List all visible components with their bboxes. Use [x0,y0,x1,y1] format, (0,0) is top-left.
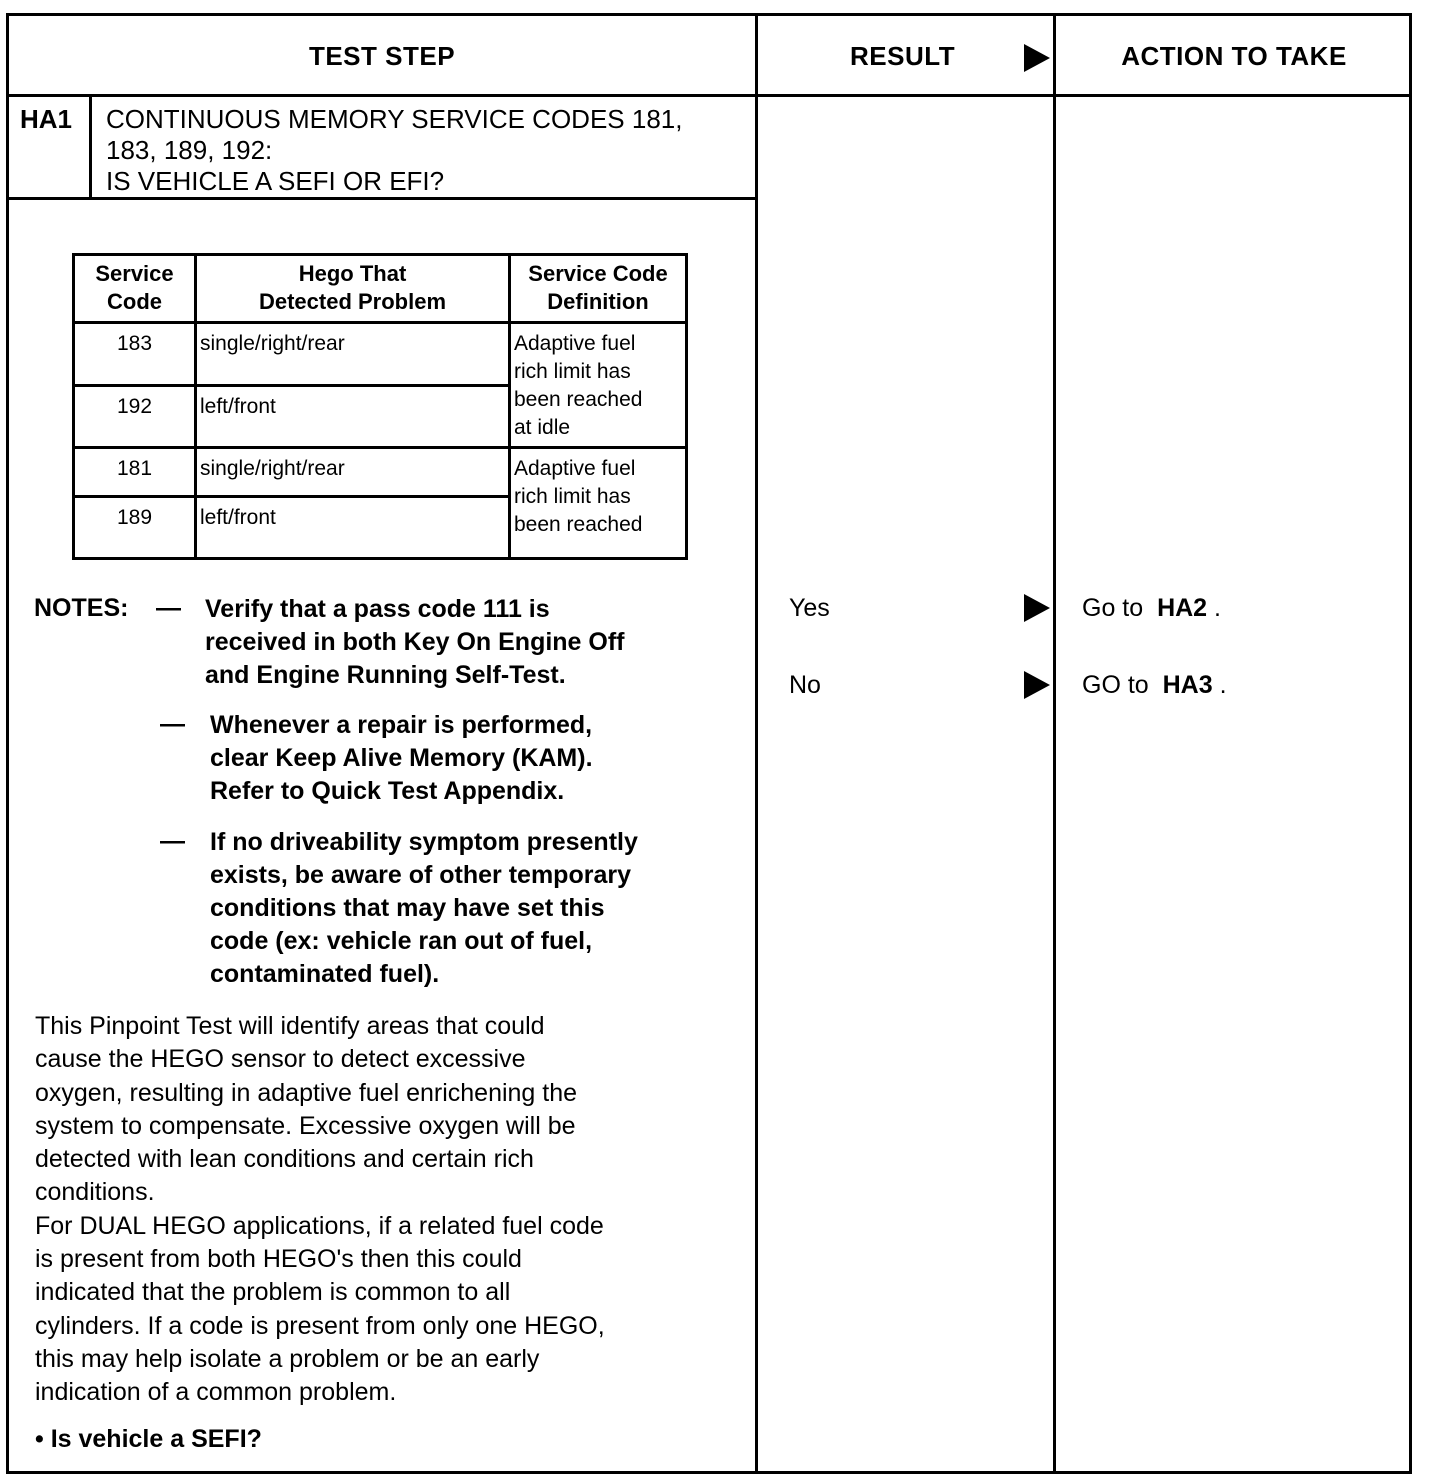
action-yes[interactable]: Go to HA2 . [1082,594,1221,622]
table-header-hego: Hego That Detected Problem [258,261,447,314]
step-title-divider [6,197,758,200]
note-item: Whenever a repair is performed, clear Keep Alive Memory (KAM). Refer to Quick Test Appendix. [210,711,593,805]
note-dash: — [160,710,185,738]
table-divider [72,384,511,387]
column-divider-action [1053,13,1056,1474]
arrow-icon [1024,671,1050,699]
arrow-icon [1024,594,1050,622]
table-cell-definition: Adaptive fuel rich limit has been reached [514,457,643,536]
table-cell-hego: left/front [200,395,276,418]
step-question: • Is vehicle a SEFI? [35,1425,262,1453]
header-result: RESULT [850,40,956,71]
table-cell-hego: single/right/rear [200,457,345,480]
table-cell-definition: Adaptive fuel rich limit has been reached at idle [514,332,643,439]
header-action: ACTION TO TAKE [1121,40,1347,71]
result-no: No [789,671,821,699]
table-divider [72,495,511,498]
table-cell-code: 181 [116,457,153,480]
note-dash: — [160,827,185,855]
table-cell-code: 192 [116,395,153,418]
notes-label: NOTES: [34,594,129,622]
table-header-code: Service Code [95,261,174,314]
table-divider [72,446,688,449]
action-link-ha2[interactable]: HA2 [1157,594,1208,622]
note-dash: — [156,594,181,622]
step-title-line: CONTINUOUS MEMORY SERVICE CODES 181, [106,104,683,134]
table-divider [72,321,688,324]
table-cell-code: 183 [116,332,153,355]
step-id-divider [89,94,92,200]
step-id: HA1 [20,104,73,134]
note-item: Verify that a pass code 111 is received in both Key On Engine Off and Engine Running Self-Test. [205,595,625,689]
action-link-ha3[interactable]: HA3 [1162,671,1213,699]
column-divider-result [755,13,758,1474]
note-item: If no driveability symptom presently exists, be aware of other temporary conditions that may have set this code (ex: vehicle ran out of fuel, contaminated fuel). [210,828,638,988]
action-no[interactable]: GO to HA3 . [1082,671,1227,699]
step-title-line: IS VEHICLE A SEFI OR EFI? [106,166,445,196]
header-test-step: TEST STEP [308,40,456,71]
description-paragraph: This Pinpoint Test will identify areas that could cause the HEGO sensor to detect excessive oxygen, resulting in adaptive fuel enrichening the system to compensate. Excessive oxygen will be detected with lean conditions and certain rich conditions. For DUAL HEGO applications, if a related fuel code is present from both HEGO's then this could indicated that the problem is common to all cylinders. If a code is present from only one HEGO, this may help isolate a problem or be an early indication of a common problem. [35,1012,605,1407]
table-cell-hego: left/front [200,506,276,529]
result-yes: Yes [789,594,830,622]
table-header-definition: Service Code Definition [528,261,668,314]
step-title [106,104,756,197]
table-cell-hego: single/right/rear [200,332,345,355]
result-arrow-icon [1024,44,1050,72]
table-cell-code: 189 [116,506,153,529]
step-title-line: 183, 189, 192: [106,135,273,165]
